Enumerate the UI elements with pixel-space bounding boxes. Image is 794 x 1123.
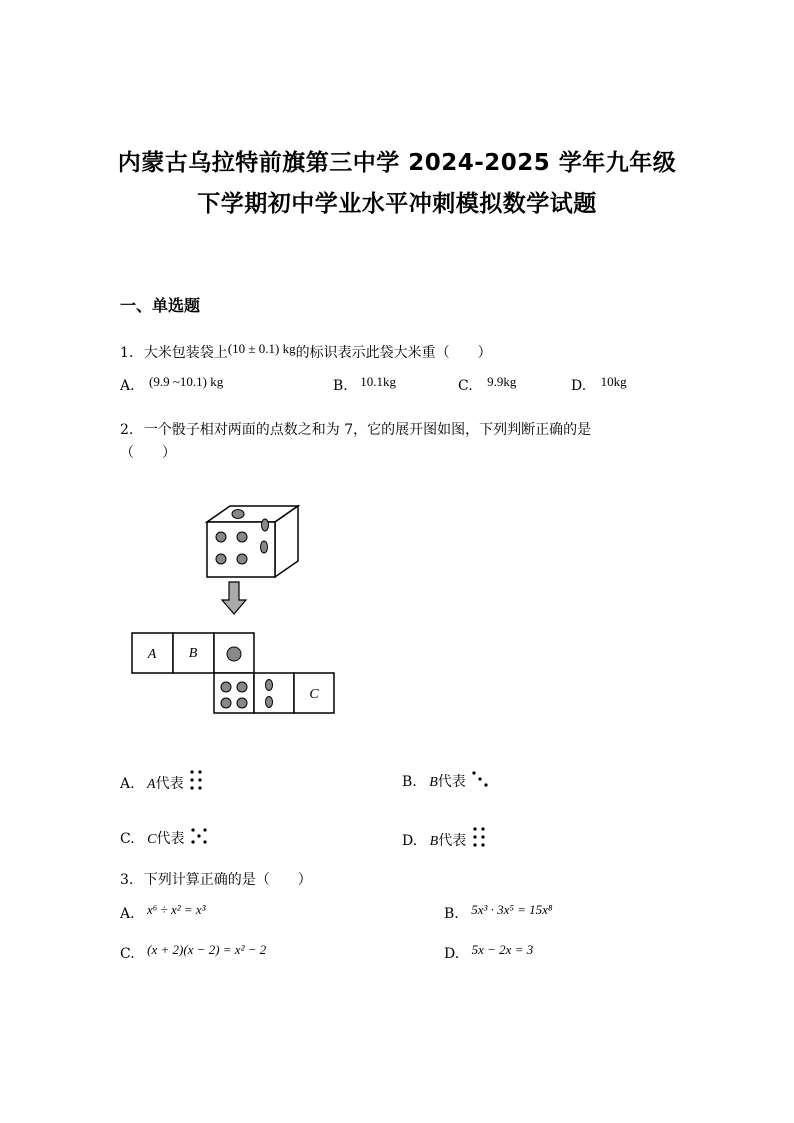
q3-option-a[interactable] — [120, 902, 206, 922]
net-pip — [266, 680, 273, 691]
question-text: 一个骰子相对两面的点数之和为 7，它的展开图如图，下列判断正确的是 — [143, 422, 592, 438]
net-label-b: B — [188, 646, 198, 661]
five-dots-icon — [189, 826, 209, 848]
cube-front-pip — [216, 532, 226, 542]
net-label-a: A — [147, 647, 157, 662]
cube-front-pip — [237, 532, 247, 542]
option-letter: A. — [120, 378, 135, 394]
option-value: 5x³ · 3x⁵ = 15x⁸ — [471, 902, 553, 917]
option-letter: A. — [120, 906, 135, 922]
q3-option-c[interactable] — [120, 942, 267, 962]
option-value: (x + 2)(x − 2) = x² − 2 — [147, 942, 267, 957]
option-value: 5x − 2x = 3 — [471, 942, 534, 957]
option-value: 10.1kg — [360, 374, 396, 389]
net-square-four — [214, 673, 254, 713]
option-letter: D. — [571, 378, 587, 394]
question-number: 2. — [120, 422, 134, 438]
q2-option-d[interactable] — [402, 826, 487, 850]
three-dots-icon — [470, 769, 490, 791]
option-value: 10kg — [600, 374, 627, 389]
down-arrow-icon — [222, 582, 246, 614]
option-letter: B. — [333, 378, 348, 394]
q1-option-b[interactable] — [333, 374, 396, 394]
q1-option-a[interactable] — [120, 374, 224, 394]
dice-net-figure — [125, 500, 345, 720]
cube-front-pip — [216, 554, 226, 564]
net-pip — [237, 698, 247, 708]
question-2 — [120, 419, 591, 439]
q3-option-d[interactable] — [444, 942, 534, 962]
net-pip — [237, 682, 247, 692]
option-letter: B. — [402, 774, 417, 790]
option-value: x⁶ ÷ x² = x³ — [147, 902, 206, 917]
six-dots-icon — [188, 769, 204, 793]
option-variable: A — [147, 777, 156, 792]
q1-option-c[interactable] — [458, 374, 517, 394]
option-letter: D. — [444, 946, 460, 962]
question-number: 3. — [120, 872, 134, 888]
net-pip — [221, 698, 231, 708]
question-math: (10 ± 0.1) kg — [227, 341, 296, 356]
option-letter: D. — [402, 833, 418, 849]
option-letter: A. — [120, 776, 135, 792]
question-text-after: 的标识表示此袋大米重（ ） — [295, 345, 492, 361]
option-variable: B — [429, 834, 439, 849]
question-text: 下列计算正确的是（ ） — [143, 872, 312, 888]
net-pip — [221, 682, 231, 692]
question-1 — [120, 342, 492, 362]
option-word: 代表 — [437, 774, 466, 790]
option-value: 9.9kg — [487, 374, 517, 389]
option-letter: B. — [444, 906, 459, 922]
q2-option-c[interactable] — [120, 826, 209, 848]
net-label-c: C — [309, 687, 319, 702]
q2-option-a[interactable] — [120, 769, 204, 793]
option-value: (9.9 ~10.1) kg — [149, 374, 224, 389]
option-word: 代表 — [438, 833, 467, 849]
q1-option-d[interactable] — [571, 374, 627, 394]
q2-option-b[interactable] — [402, 769, 490, 791]
option-letter: C. — [120, 946, 135, 962]
section-heading-single-choice: 一、单选题 — [120, 296, 201, 315]
cube-side-pip — [261, 541, 268, 553]
option-word: 代表 — [155, 776, 184, 792]
question-number: 1. — [120, 345, 134, 361]
net-pip — [227, 647, 241, 661]
exam-title-line-1: 内蒙古乌拉特前旗第三中学 2024-2025 学年九年级 — [117, 150, 677, 176]
cube-front-pip — [237, 554, 247, 564]
six-dots-icon — [471, 826, 487, 850]
net-pip — [266, 697, 273, 708]
option-variable: B — [429, 775, 438, 790]
option-variable: C — [147, 832, 157, 847]
question-2-paren: （ ） — [120, 445, 176, 461]
option-letter: C. — [120, 831, 135, 847]
question-text: 大米包装袋上 — [143, 345, 228, 361]
exam-title-line-2: 下学期初中学业水平冲刺模拟数学试题 — [197, 191, 597, 217]
net-square-two — [254, 673, 294, 713]
option-letter: C. — [458, 378, 473, 394]
cube-side-pip — [262, 519, 269, 531]
cube-top-pip — [232, 510, 244, 519]
question-3 — [120, 869, 312, 889]
option-word: 代表 — [156, 831, 185, 847]
q3-option-b[interactable] — [444, 902, 553, 922]
